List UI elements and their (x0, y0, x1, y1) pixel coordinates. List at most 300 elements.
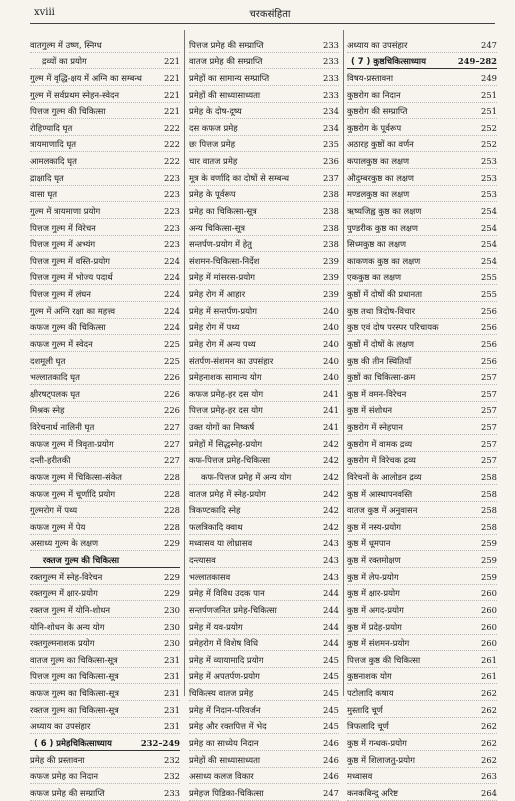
toc-entry (347, 485, 497, 502)
entry-title: कफज प्रमेह-हर दस योग (189, 388, 264, 399)
entry-page-number: 261 (481, 654, 497, 665)
entry-title: प्रमेह के पूर्वरूप (189, 189, 236, 200)
entry-page-number: 264 (481, 787, 497, 798)
entry-title: कुष्ठनाशक योग (347, 671, 392, 682)
entry-page-number: 228 (164, 488, 180, 499)
toc-entry (30, 618, 180, 635)
toc-entry (189, 502, 339, 519)
toc-entry (30, 369, 180, 386)
entry-page-number: 226 (164, 405, 180, 416)
toc-entry (30, 285, 180, 302)
entry-title: अध्याय का उपसंहार (347, 39, 408, 50)
toc-entry (347, 718, 497, 735)
entry-page-number: 253 (481, 189, 497, 200)
entry-page-number: 247 (323, 787, 339, 798)
entry-title: प्रमेहों की साध्यासाध्यता (189, 89, 261, 100)
toc-entry (189, 751, 339, 768)
entry-page-number: 232 (164, 754, 180, 765)
entry-title: योनि-शोधन के अन्य योग (30, 621, 105, 632)
entry-page-number: 242 (323, 471, 339, 482)
section-title: ( 6 ) प्रमेहचिकित्साध्याय (34, 737, 112, 748)
entry-page-number: 224 (164, 272, 180, 283)
entry-title: वातगुल्म में उष्ण, स्निग्ध (30, 39, 102, 50)
toc-entry (347, 169, 497, 186)
toc-entry (30, 219, 180, 236)
entry-page-number: 253 (481, 172, 497, 183)
entry-title: प्रमेह में मांसरस-प्रयोग (189, 272, 256, 283)
toc-entry (30, 635, 180, 652)
entry-page-number: 249 (481, 72, 497, 83)
entry-title: पित्तज गुल्म में भोज्य पदार्थ (30, 272, 113, 283)
entry-title: मध्वासव या लोध्रासव (189, 538, 253, 549)
toc-entry (189, 635, 339, 652)
toc-entry (30, 535, 180, 552)
entry-title: वातज गुल्म का चिकित्सा-सूत्र (30, 654, 118, 665)
toc-entry (189, 668, 339, 685)
toc-entry (30, 169, 180, 186)
entry-page-number: 221 (164, 106, 180, 117)
entry-page-number: 223 (164, 172, 180, 183)
entry-page-number: 235 (323, 139, 339, 150)
entry-title: ऋष्यजिह्व कुष्ठ का लक्षण (347, 205, 422, 216)
toc-entry (30, 768, 180, 785)
entry-page-number: 234 (323, 122, 339, 133)
toc-entry (189, 352, 339, 369)
toc-entry (347, 684, 497, 701)
toc-entry (347, 186, 497, 203)
entry-page-number: 253 (481, 156, 497, 166)
entry-title: भल्लातकादि घृत (30, 372, 80, 383)
entry-title: प्रमेह के दोष-दूष्य (189, 106, 242, 117)
toc-entry (189, 784, 339, 801)
entry-page-number: 236 (323, 156, 339, 166)
entry-page-number: 254 (481, 255, 497, 266)
entry-page-number: 227 (164, 438, 180, 449)
toc-entry (347, 285, 497, 302)
entry-page-number: 259 (481, 538, 497, 549)
entry-title: कुष्ठ में धूमपान (347, 538, 391, 549)
entry-page-number: 231 (164, 654, 180, 665)
toc-entry (30, 435, 180, 452)
toc-entry (30, 701, 180, 718)
entry-title: त्रिकण्टकादि स्नेह (189, 505, 241, 516)
contents-column-1 (30, 36, 180, 798)
entry-title: कुष्ठ तथा त्रिदोष-विचार (347, 305, 415, 316)
entry-title: पटोलादि कषाय (347, 688, 394, 698)
toc-entry (30, 751, 180, 768)
entry-title: पित्तज गुल्म में वस्ति-प्रयोग (30, 255, 110, 266)
entry-title: वातज प्रमेह की सम्प्राप्ति (189, 56, 263, 67)
toc-entry (30, 119, 180, 136)
entry-title: औदुम्बरकुष्ठ का लक्षण (347, 172, 414, 183)
entry-title: प्रमेह रोग में अन्य पथ्य (189, 338, 256, 349)
toc-entry (30, 668, 180, 685)
entry-title: प्रमेह में व्यायामादि प्रयोग (189, 654, 264, 665)
entry-title: पित्तज गुल्म का चिकित्सा-सूत्र (30, 671, 119, 682)
toc-entry (347, 751, 497, 768)
entry-page-number: 244 (323, 638, 339, 649)
toc-entry (347, 369, 497, 386)
entry-title: कुष्ठ में रक्तमोक्षण (347, 555, 401, 565)
entry-page-number: 224 (164, 289, 180, 299)
toc-entry (30, 252, 180, 269)
entry-title: कुष्ठ में क्षार-प्रयोग (347, 588, 400, 599)
toc-entry (347, 103, 497, 120)
entry-page-number: 224 (164, 255, 180, 266)
toc-entry (189, 369, 339, 386)
toc-entry (30, 302, 180, 319)
entry-page-number: 229 (164, 538, 180, 549)
entry-page-number: 257 (481, 455, 497, 466)
entry-title: कुष्ठ में नस्य-प्रयोग (347, 521, 401, 532)
toc-entry (189, 285, 339, 302)
entry-page-number: 254 (481, 239, 497, 250)
entry-page-number: 223 (164, 239, 180, 250)
entry-title: त्रायमाणादि घृत (30, 139, 77, 150)
entry-title: कुष्ठ की तीन स्थितियाँ (347, 355, 412, 366)
toc-entry (347, 502, 497, 519)
entry-page-number: 260 (481, 604, 497, 615)
entry-title: द्राक्षादि घृत (30, 172, 64, 183)
entry-page-number: 224 (164, 305, 180, 316)
entry-page-number: 225 (164, 338, 180, 349)
entry-title: पित्तज प्रमेह-हर दस योग (189, 405, 263, 416)
entry-page-number: 244 (323, 588, 339, 599)
toc-entry (347, 202, 497, 219)
entry-title: प्रमेह रोग में पथ्य (189, 322, 240, 333)
toc-entry (30, 335, 180, 352)
entry-page-number: 244 (323, 621, 339, 632)
toc-entry (30, 36, 180, 53)
entry-title: मुस्तादि चूर्ण (347, 704, 383, 715)
entry-title: गुल्म में त्रायमाणा प्रयोग (30, 205, 101, 216)
toc-entry (30, 518, 180, 535)
entry-title: रक्तज गुल्म में योनि-शोधन (30, 604, 111, 615)
entry-title: कुष्ठों में दोषों के लक्षण (347, 338, 414, 349)
toc-entry (30, 103, 180, 120)
toc-entry (30, 402, 180, 419)
toc-entry (347, 651, 497, 668)
section-title: ( 7 ) कुष्ठचिकित्साध्याय (351, 56, 426, 67)
entry-title: प्रमेह रोग में आहार (189, 289, 246, 299)
entry-title: कुष्ठरोग की सम्प्राप्ति (347, 106, 408, 117)
entry-title: सन्तर्पण-प्रयोग में हेतु (189, 239, 252, 250)
entry-page-number: 229 (164, 571, 180, 582)
entry-title: कफज गुल्म में पेय (30, 521, 86, 532)
toc-entry (189, 734, 339, 751)
entry-page-number: 240 (323, 372, 339, 383)
entry-title: क्षीरषट्पलक घृत (30, 388, 80, 399)
entry-title: प्रमेहज पिडिका-चिकित्सा (189, 787, 264, 798)
toc-entry (30, 568, 180, 585)
toc-entry (189, 385, 339, 402)
entry-page-number: 252 (481, 122, 497, 133)
entry-title: असाध्य गुल्म के लक्षण (30, 538, 99, 549)
header-rule (30, 23, 495, 24)
entry-page-number: 241 (323, 405, 339, 416)
toc-entry (347, 452, 497, 469)
section-title: रक्तज गुल्म की चिकित्सा (42, 555, 120, 565)
toc-entry (30, 651, 180, 668)
toc-entry (30, 269, 180, 286)
entry-title: चार वातज प्रमेह (189, 156, 238, 166)
entry-page-number: 254 (481, 222, 497, 233)
entry-title: गुल्म में अग्नि रक्षा का महत्त्व (30, 305, 116, 316)
toc-entry (347, 252, 497, 269)
entry-title: कुष्ठ में गन्धक-प्रयोग (347, 737, 407, 748)
entry-title: प्रमेह का चिकित्सा-सूत्र (189, 205, 257, 216)
entry-page-number: 242 (323, 521, 339, 532)
entry-page-number: 239 (323, 289, 339, 299)
toc-entry (189, 452, 339, 469)
entry-title: मण्डलकुष्ठ का लक्षण (347, 189, 410, 200)
entry-title: कफ-पित्तज प्रमेह-चिकित्सा (189, 455, 271, 466)
entry-title: कुष्ठरोग में विरेचक द्रव्य (347, 455, 416, 466)
entry-page-number: 221 (164, 72, 180, 83)
toc-entry (189, 335, 339, 352)
entry-page-number: 245 (323, 654, 339, 665)
entry-page-number: 221 (164, 89, 180, 100)
column-divider (343, 30, 344, 696)
toc-entry (189, 53, 339, 70)
entry-title: प्रमेह में विविध उदक पान (189, 588, 265, 599)
toc-entry (189, 36, 339, 53)
entry-page-number: 245 (323, 704, 339, 715)
toc-entry (189, 518, 339, 535)
entry-title: प्रमेह में अपतर्पण-प्रयोग (189, 671, 260, 682)
entry-page-number: 223 (164, 222, 180, 233)
entry-page-number: 243 (323, 571, 339, 582)
entry-page-number: 231 (164, 721, 180, 732)
entry-title: कफ-पित्तज प्रमेह में अन्य योग (201, 471, 292, 482)
entry-page-number: 258 (481, 488, 497, 499)
entry-title: गुल्म में सर्वप्रथम स्नेहन-स्वेदन (30, 89, 120, 100)
entry-page-number: 237 (323, 172, 339, 183)
entry-page-number: 263 (481, 771, 497, 782)
toc-entry (347, 418, 497, 435)
entry-page-number: 241 (323, 388, 339, 399)
entry-page-number: 225 (164, 355, 180, 366)
entry-title: पित्तज प्रमेह की सम्प्राप्ति (189, 39, 264, 50)
entry-page-number: 257 (481, 372, 497, 383)
entry-page-number: 239 (323, 272, 339, 283)
entry-title: अन्य चिकित्सा-सूत्र (189, 222, 246, 233)
toc-entry (347, 36, 497, 53)
toc-entry (189, 86, 339, 103)
page-number: xviii (34, 7, 55, 18)
entry-title: अठारह कुष्ठों का वर्णन (347, 139, 414, 150)
toc-entry (347, 402, 497, 419)
entry-title: कुष्ठ में संशमन-प्रयोग (347, 638, 410, 649)
toc-entry (30, 601, 180, 618)
entry-title: कपालकुष्ठ का लक्षण (347, 156, 410, 166)
entry-page-number: 251 (481, 106, 497, 117)
toc-entry (347, 119, 497, 136)
toc-entry (30, 784, 180, 801)
toc-entry (347, 319, 497, 336)
toc-entry (189, 718, 339, 735)
entry-title: रक्तज गुल्म का चिकित्सा-सूत्र (30, 704, 119, 715)
entry-page-number: 245 (323, 688, 339, 698)
toc-entry (189, 684, 339, 701)
toc-entry (347, 352, 497, 369)
entry-page-number: 228 (164, 521, 180, 532)
toc-entry (30, 352, 180, 369)
toc-entry (347, 69, 497, 86)
entry-title: पित्तज गुल्म में विरेचन (30, 222, 96, 233)
entry-title: आमलकादि घृत (30, 156, 77, 166)
entry-page-number: 227 (164, 455, 180, 466)
entry-page-number: 240 (323, 305, 339, 316)
entry-page-number: 245 (323, 721, 339, 732)
entry-page-number: 262 (481, 704, 497, 715)
entry-title: वातज कुष्ठ में अनुवासन (347, 505, 418, 516)
entry-page-number: 251 (481, 89, 497, 100)
entry-page-number: 240 (323, 355, 339, 366)
entry-title: पित्तज गुल्म में अभ्यंग (30, 239, 96, 250)
toc-entry (347, 734, 497, 751)
entry-page-number: 247 (481, 39, 497, 50)
section-heading (30, 734, 180, 751)
entry-title: फलत्रिकादि क्वाथ (189, 521, 243, 532)
entry-page-number: 233 (164, 787, 180, 798)
toc-entry (347, 784, 497, 801)
toc-entry (347, 152, 497, 169)
toc-entry (30, 452, 180, 469)
entry-title: कुष्ठरोग में वामक द्रव्य (347, 438, 413, 449)
toc-entry (347, 585, 497, 602)
toc-entry (30, 236, 180, 253)
column-divider (184, 30, 185, 696)
toc-entry (30, 684, 180, 701)
entry-page-number: 226 (164, 372, 180, 383)
entry-title: भल्लातकासव (189, 571, 231, 582)
entry-page-number: 257 (481, 422, 497, 432)
entry-page-number: 257 (481, 388, 497, 399)
entry-page-number: 231 (164, 671, 180, 682)
toc-entry (189, 568, 339, 585)
entry-title: प्रमेहनाशक सामान्य योग (189, 372, 262, 383)
entry-title: काकणक कुष्ठ का लक्षण (347, 255, 421, 266)
toc-entry (189, 186, 339, 203)
toc-entry (30, 152, 180, 169)
entry-title: कुष्ठों का चिकित्सा-क्रम (347, 372, 416, 383)
entry-title: कफज गुल्म में स्वेदन (30, 338, 93, 349)
entry-page-number: 255 (481, 289, 497, 299)
entry-title: त्रिफलादि चूर्ण (347, 721, 389, 732)
entry-title: सन्तर्पणजनित प्रमेह-चिकित्सा (189, 604, 277, 615)
toc-entry (30, 385, 180, 402)
toc-entry (347, 435, 497, 452)
entry-title: विरेचनार्थ नालिनी घृत (30, 422, 95, 432)
entry-page-number: 222 (164, 122, 180, 133)
entry-page-number: 228 (164, 505, 180, 516)
entry-page-number: 233 (323, 89, 339, 100)
entry-page-number: 257 (481, 405, 497, 416)
entry-title: सिध्मकुष्ठ का लक्षण (347, 239, 407, 250)
entry-page-number: 231 (164, 704, 180, 715)
entry-page-number: 252 (481, 139, 497, 150)
toc-entry (189, 119, 339, 136)
entry-page-number: 223 (164, 205, 180, 216)
toc-entry (189, 302, 339, 319)
entry-title: रोहिण्यादि घृत (30, 122, 73, 133)
entry-title: कनकबिन्दु अरिष्ट (347, 787, 399, 798)
toc-entry (189, 468, 339, 485)
entry-page-number: 259 (481, 571, 497, 582)
toc-entry (347, 668, 497, 685)
entry-page-number: 262 (481, 688, 497, 698)
entry-page-number: 227 (164, 422, 180, 432)
toc-entry (347, 568, 497, 585)
entry-title: कुष्ठ में अगद-प्रयोग (347, 604, 404, 615)
entry-page-number: 229 (164, 588, 180, 599)
toc-entry (347, 551, 497, 568)
entry-title: कफज गुल्म में चूर्णादि प्रयोग (30, 488, 116, 499)
entry-title: चिकित्स्य वातज प्रमेह (189, 688, 254, 698)
toc-entry (347, 701, 497, 718)
entry-page-number: 246 (323, 771, 339, 782)
toc-entry (189, 551, 339, 568)
entry-page-number: 242 (323, 488, 339, 499)
entry-page-number: 238 (323, 239, 339, 250)
toc-entry (189, 236, 339, 253)
entry-title: कुष्ठों में दोषों की प्रधानता (347, 289, 423, 299)
toc-entry (30, 585, 180, 602)
toc-entry (189, 651, 339, 668)
toc-entry (30, 485, 180, 502)
entry-page-number: 231 (164, 688, 180, 698)
entry-title: कुष्ठरोग में स्नेहपान (347, 422, 403, 432)
entry-page-number: 262 (481, 754, 497, 765)
entry-page-number: 258 (481, 505, 497, 516)
entry-title: प्रमेह में यव-प्रयोग (189, 621, 243, 632)
toc-entry (189, 402, 339, 419)
entry-page-number: 256 (481, 322, 497, 333)
entry-page-number: 238 (323, 205, 339, 216)
entry-page-number: 238 (323, 222, 339, 233)
toc-entry (30, 202, 180, 219)
entry-title: अध्याय का उपसंहार (30, 721, 91, 732)
toc-entry (189, 269, 339, 286)
entry-title: कुष्ठ में वमन-विरेचन (347, 388, 407, 399)
entry-title: मिश्रक स्नेह (30, 405, 65, 416)
entry-title: प्रमेहरोग में विशेष विधि (189, 638, 259, 649)
entry-title: कुष्ठ में संशोधन (347, 405, 393, 416)
entry-title: प्रमेहों में सिद्धस्नेह-प्रयोग (189, 438, 263, 449)
entry-page-number: 222 (164, 139, 180, 150)
toc-entry (347, 385, 497, 402)
entry-page-number: 254 (481, 205, 497, 216)
section-page-range: 232–249 (140, 737, 180, 748)
toc-entry (189, 535, 339, 552)
section-page-range: 249–282 (457, 56, 497, 67)
toc-entry (347, 136, 497, 153)
entry-page-number: 221 (164, 56, 180, 67)
entry-title: कफज प्रमेह की सम्प्राप्ति (30, 787, 105, 798)
contents-column-2 (189, 36, 339, 798)
toc-entry (189, 136, 339, 153)
entry-page-number: 256 (481, 305, 497, 316)
entry-page-number: 238 (323, 189, 339, 200)
entry-title: कुष्ठ एवं दोष परस्पर परिचायक (347, 322, 439, 333)
entry-page-number: 242 (323, 455, 339, 466)
entry-page-number: 228 (164, 471, 180, 482)
toc-entry (189, 219, 339, 236)
toc-entry (30, 136, 180, 153)
entry-page-number: 242 (323, 505, 339, 516)
entry-title: प्रमेह में सन्तर्पण-प्रयोग (189, 305, 257, 316)
